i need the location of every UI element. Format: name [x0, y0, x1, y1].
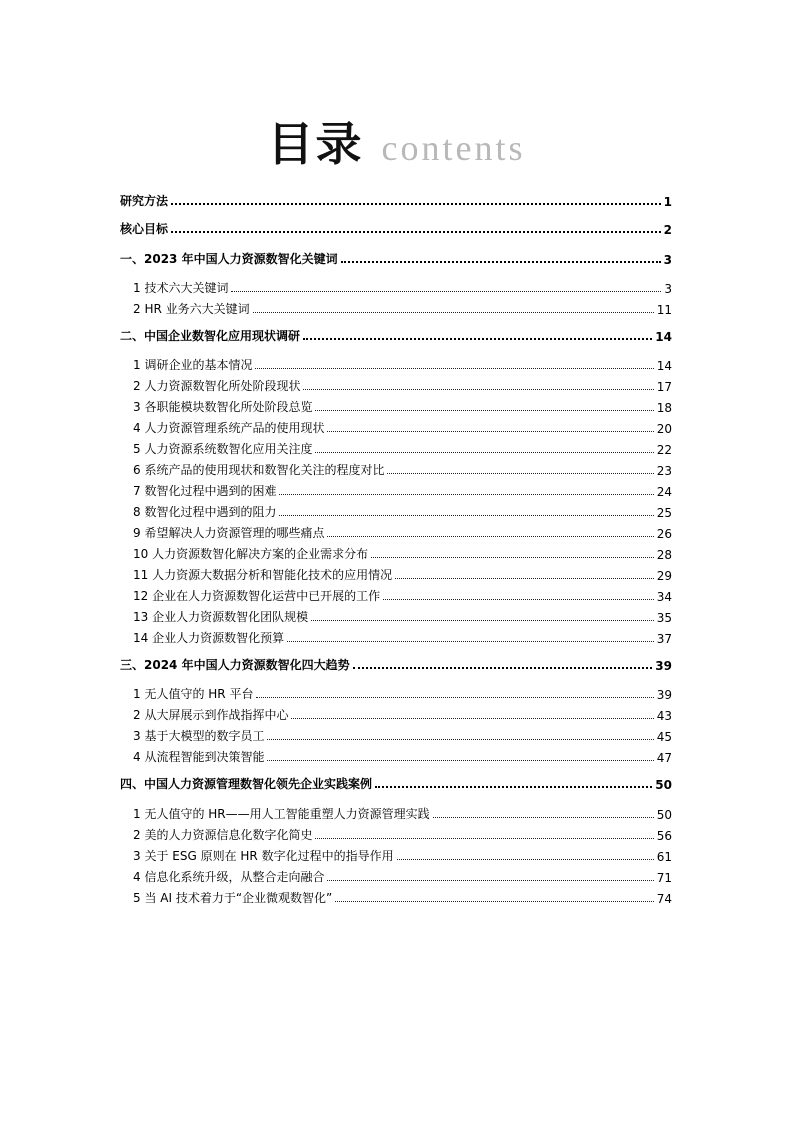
toc-dot-leader	[353, 663, 653, 669]
toc-entry-page-number: 11	[656, 303, 672, 317]
toc-entry-label: 2 美的人力资源信息化数字化简史	[133, 828, 313, 842]
toc-entry-page-number: 45	[656, 730, 672, 744]
toc-subsection-entry[interactable]	[120, 724, 672, 744]
toc-entry-page-number: 47	[656, 751, 672, 765]
toc-entry-page-number: 37	[656, 632, 672, 646]
toc-entry-page-number: 50	[655, 778, 672, 792]
toc-entry-label: 3 各职能模块数智化所处阶段总览	[133, 400, 313, 414]
toc-entry-page-number: 29	[656, 569, 672, 583]
toc-entry-label: 11 人力资源大数据分析和智能化技术的应用情况	[133, 568, 393, 582]
toc-entry-page-number: 34	[656, 590, 672, 604]
toc-entry-page-number: 20	[656, 422, 672, 436]
toc-entry-label: 1 无人值守的 HR 平台	[133, 687, 254, 701]
toc-entry-label: 3 基于大模型的数字员工	[133, 729, 265, 743]
toc-dot-leader	[335, 897, 653, 902]
toc-dot-leader	[397, 855, 654, 860]
toc-dot-leader	[433, 813, 654, 818]
toc-entry-label: 14 企业人力资源数智化预算	[133, 631, 285, 645]
toc-dot-leader	[371, 553, 654, 558]
toc-dot-leader	[231, 287, 661, 292]
toc-subsection-entry[interactable]	[120, 802, 672, 822]
toc-dot-leader	[387, 469, 653, 474]
toc-entry-page-number: 39	[656, 688, 672, 702]
toc-entry-page-number: 2	[663, 223, 672, 237]
toc-section-entry[interactable]	[120, 189, 672, 209]
toc-entry-label: 二、中国企业数智化应用现状调研	[120, 329, 301, 343]
toc-entry-page-number: 17	[656, 380, 672, 394]
toc-entry-page-number: 50	[656, 808, 672, 822]
toc-section-entry[interactable]	[120, 217, 672, 237]
toc-subsection-entry[interactable]	[120, 353, 672, 373]
toc-entry-label: 12 企业在人力资源数智化运营中已开展的工作	[133, 589, 381, 603]
toc-dot-leader	[315, 834, 653, 839]
toc-dot-leader	[383, 595, 654, 600]
toc-dot-leader	[256, 693, 653, 698]
toc-dot-leader	[267, 756, 653, 761]
toc-entry-label: 四、中国人力资源管理数智化领先企业实践案例	[120, 777, 373, 791]
title-chinese: 目录	[267, 117, 364, 171]
toc-entry-label: 研究方法	[120, 194, 169, 208]
toc-entry-label: 1 技术六大关键词	[133, 281, 229, 295]
toc-subsection-entry[interactable]	[120, 745, 672, 765]
toc-subsection-entry[interactable]	[120, 605, 672, 625]
toc-entry-page-number: 43	[656, 709, 672, 723]
toc-entry-label: 2 HR 业务六大关键词	[133, 302, 250, 316]
toc-entry-page-number: 35	[656, 611, 672, 625]
toc-entry-page-number: 56	[656, 829, 672, 843]
toc-dot-leader	[315, 448, 653, 453]
toc-entry-label: 4 人力资源管理系统产品的使用现状	[133, 421, 325, 435]
toc-dot-leader	[291, 714, 653, 719]
toc-entry-label: 4 从流程智能到决策智能	[133, 750, 265, 764]
toc-subsection-entry[interactable]	[120, 297, 672, 317]
toc-entry-page-number: 1	[663, 195, 672, 209]
toc-dot-leader	[341, 257, 661, 263]
toc-entry-label: 5 人力资源系统数智化应用关注度	[133, 442, 313, 456]
toc-entry-page-number: 39	[655, 659, 672, 673]
toc-subsection-entry[interactable]	[120, 479, 672, 499]
toc-subsection-entry[interactable]	[120, 521, 672, 541]
toc-entry-page-number: 24	[656, 485, 672, 499]
toc-entry-page-number: 18	[656, 401, 672, 415]
toc-dot-leader	[327, 532, 653, 537]
toc-dot-leader	[267, 735, 653, 740]
toc-entry-label: 1 无人值守的 HR——用人工智能重塑人力资源管理实践	[133, 807, 430, 821]
toc-entry-label: 2 人力资源数智化所处阶段现状	[133, 379, 301, 393]
toc-dot-leader	[279, 511, 653, 516]
toc-section-entry[interactable]	[120, 324, 672, 344]
toc-entry-label: 5 当 AI 技术着力于“企业微观数智化”	[133, 891, 333, 905]
page-title	[0, 108, 793, 174]
toc-dot-leader	[375, 782, 652, 788]
toc-section-entry[interactable]	[120, 247, 672, 267]
toc-entry-label: 4 信息化系统升级，从整合走向融合	[133, 870, 325, 884]
title-english: contents	[381, 128, 526, 168]
toc-subsection-entry[interactable]	[120, 703, 672, 723]
toc-subsection-entry[interactable]	[120, 276, 672, 296]
toc-entry-page-number: 71	[656, 871, 672, 885]
toc-subsection-entry[interactable]	[120, 437, 672, 457]
toc-entry-page-number: 25	[656, 506, 672, 520]
toc-dot-leader	[253, 308, 654, 313]
toc-subsection-entry[interactable]	[120, 865, 672, 885]
toc-dot-leader	[279, 490, 653, 495]
toc-entry-label: 9 希望解决人力资源管理的哪些痛点	[133, 526, 325, 540]
toc-entry-page-number: 61	[656, 850, 672, 864]
toc-entry-label: 2 从大屏展示到作战指挥中心	[133, 708, 289, 722]
toc-entry-page-number: 26	[656, 527, 672, 541]
toc-entry-label: 7 数智化过程中遇到的困难	[133, 484, 277, 498]
toc-entry-page-number: 22	[656, 443, 672, 457]
toc-subsection-entry[interactable]	[120, 584, 672, 604]
toc-subsection-entry[interactable]	[120, 626, 672, 646]
toc-entry-label: 6 系统产品的使用现状和数智化关注的程度对比	[133, 463, 385, 477]
toc-subsection-entry[interactable]	[120, 844, 672, 864]
toc-dot-leader	[171, 227, 661, 233]
toc-entry-label: 三、2024 年中国人力资源数智化四大趋势	[120, 658, 350, 672]
toc-subsection-entry[interactable]	[120, 823, 672, 843]
toc-section-entry[interactable]	[120, 653, 672, 673]
toc-section-entry[interactable]	[120, 772, 672, 792]
toc-entry-label: 10 人力资源数智化解决方案的企业需求分布	[133, 547, 369, 561]
toc-entry-label: 13 企业人力资源数智化团队规模	[133, 610, 309, 624]
toc-entry-label: 3 关于 ESG 原则在 HR 数字化过程中的指导作用	[133, 849, 394, 863]
toc-dot-leader	[303, 334, 652, 340]
toc-dot-leader	[287, 637, 654, 642]
toc-entry-label: 1 调研企业的基本情况	[133, 358, 253, 372]
toc-dot-leader	[395, 574, 654, 579]
toc-dot-leader	[255, 364, 653, 369]
toc-dot-leader	[311, 616, 654, 621]
toc-subsection-entry[interactable]	[120, 500, 672, 520]
toc-subsection-entry[interactable]	[120, 563, 672, 583]
toc-entry-page-number: 74	[656, 892, 672, 906]
toc-subsection-entry[interactable]	[120, 886, 672, 906]
toc-subsection-entry[interactable]	[120, 374, 672, 394]
toc-subsection-entry[interactable]	[120, 682, 672, 702]
toc-entry-page-number: 23	[656, 464, 672, 478]
toc-dot-leader	[315, 406, 653, 411]
toc-entry-page-number: 14	[655, 330, 672, 344]
toc-entry-page-number: 14	[656, 359, 672, 373]
toc-dot-leader	[327, 427, 653, 432]
toc-entry-page-number: 28	[656, 548, 672, 562]
toc-entry-page-number: 3	[664, 282, 672, 296]
toc-subsection-entry[interactable]	[120, 458, 672, 478]
toc-subsection-entry[interactable]	[120, 395, 672, 415]
toc-dot-leader	[171, 199, 661, 205]
toc-entry-label: 一、2023 年中国人力资源数智化关键词	[120, 252, 338, 266]
toc-dot-leader	[327, 876, 653, 881]
toc-entry-page-number: 3	[663, 253, 672, 267]
toc-entry-label: 核心目标	[120, 222, 169, 236]
toc-entry-label: 8 数智化过程中遇到的阻力	[133, 505, 277, 519]
toc-dot-leader	[303, 385, 653, 390]
toc-subsection-entry[interactable]	[120, 416, 672, 436]
toc-subsection-entry[interactable]	[120, 542, 672, 562]
